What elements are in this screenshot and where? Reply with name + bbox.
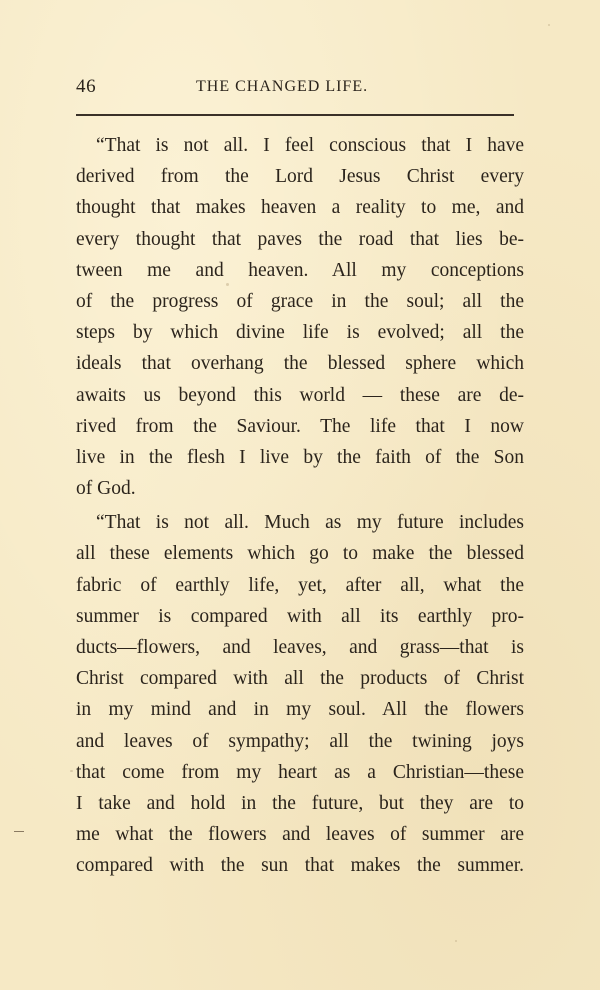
text-line: “That is not all. I feel conscious that I have (96, 135, 524, 156)
text-line: thought that makes heaven a reality to me, and (76, 197, 524, 219)
text-line: ideals that overhang the blessed sphere which (76, 353, 524, 375)
text-line: fabric of earthly life, yet, after all, what the (76, 574, 524, 596)
page-number: 46 (76, 76, 97, 97)
paper-speck (455, 940, 457, 942)
running-head (76, 76, 516, 102)
text-line: derived from the Lord Jesus Christ every (76, 166, 524, 188)
text-line: “That is not all. Much as my future includes (96, 512, 524, 534)
text-line: that come from my heart as a Christian—these (76, 761, 524, 783)
paragraph-2 (76, 507, 524, 881)
text-line: summer is compared with all its earthly pro- (76, 605, 524, 627)
paper-speck (548, 24, 550, 26)
text-line: ducts—flowers, and leaves, and grass—that is (76, 637, 524, 658)
text-line: awaits us beyond this world — these are de- (76, 384, 524, 406)
text-line: me what the flowers and leaves of summer are (76, 824, 524, 846)
header-rule (76, 114, 514, 116)
text-line: of God. (76, 478, 136, 500)
running-title: THE CHANGED LIFE. (196, 78, 369, 95)
text-line: all these elements which go to make the blessed (76, 543, 524, 565)
paper-speck (226, 283, 229, 286)
text-line: in my mind and in my soul. All the flowers (76, 699, 524, 721)
text-line: and leaves of sympathy; all the twining joys (76, 730, 524, 752)
text-line: tween me and heaven. All my conceptions (76, 259, 524, 281)
paper-speck (70, 770, 73, 772)
text-line: rived from the Saviour. The life that I now (76, 415, 524, 437)
body-text (76, 130, 524, 885)
text-line: Christ compared with all the products of Christ (76, 668, 524, 690)
paragraph-1 (76, 130, 524, 504)
text-line: of the progress of grace in the soul; all the (76, 290, 524, 312)
text-line: I take and hold in the future, but they are to (76, 792, 524, 814)
margin-mark (14, 831, 24, 832)
text-line: live in the flesh I live by the faith of the Son (76, 446, 524, 468)
text-line: every thought that paves the road that lies be- (76, 228, 524, 250)
text-line: compared with the sun that makes the summer. (76, 855, 524, 877)
text-line: steps by which divine life is evolved; all the (76, 322, 524, 344)
